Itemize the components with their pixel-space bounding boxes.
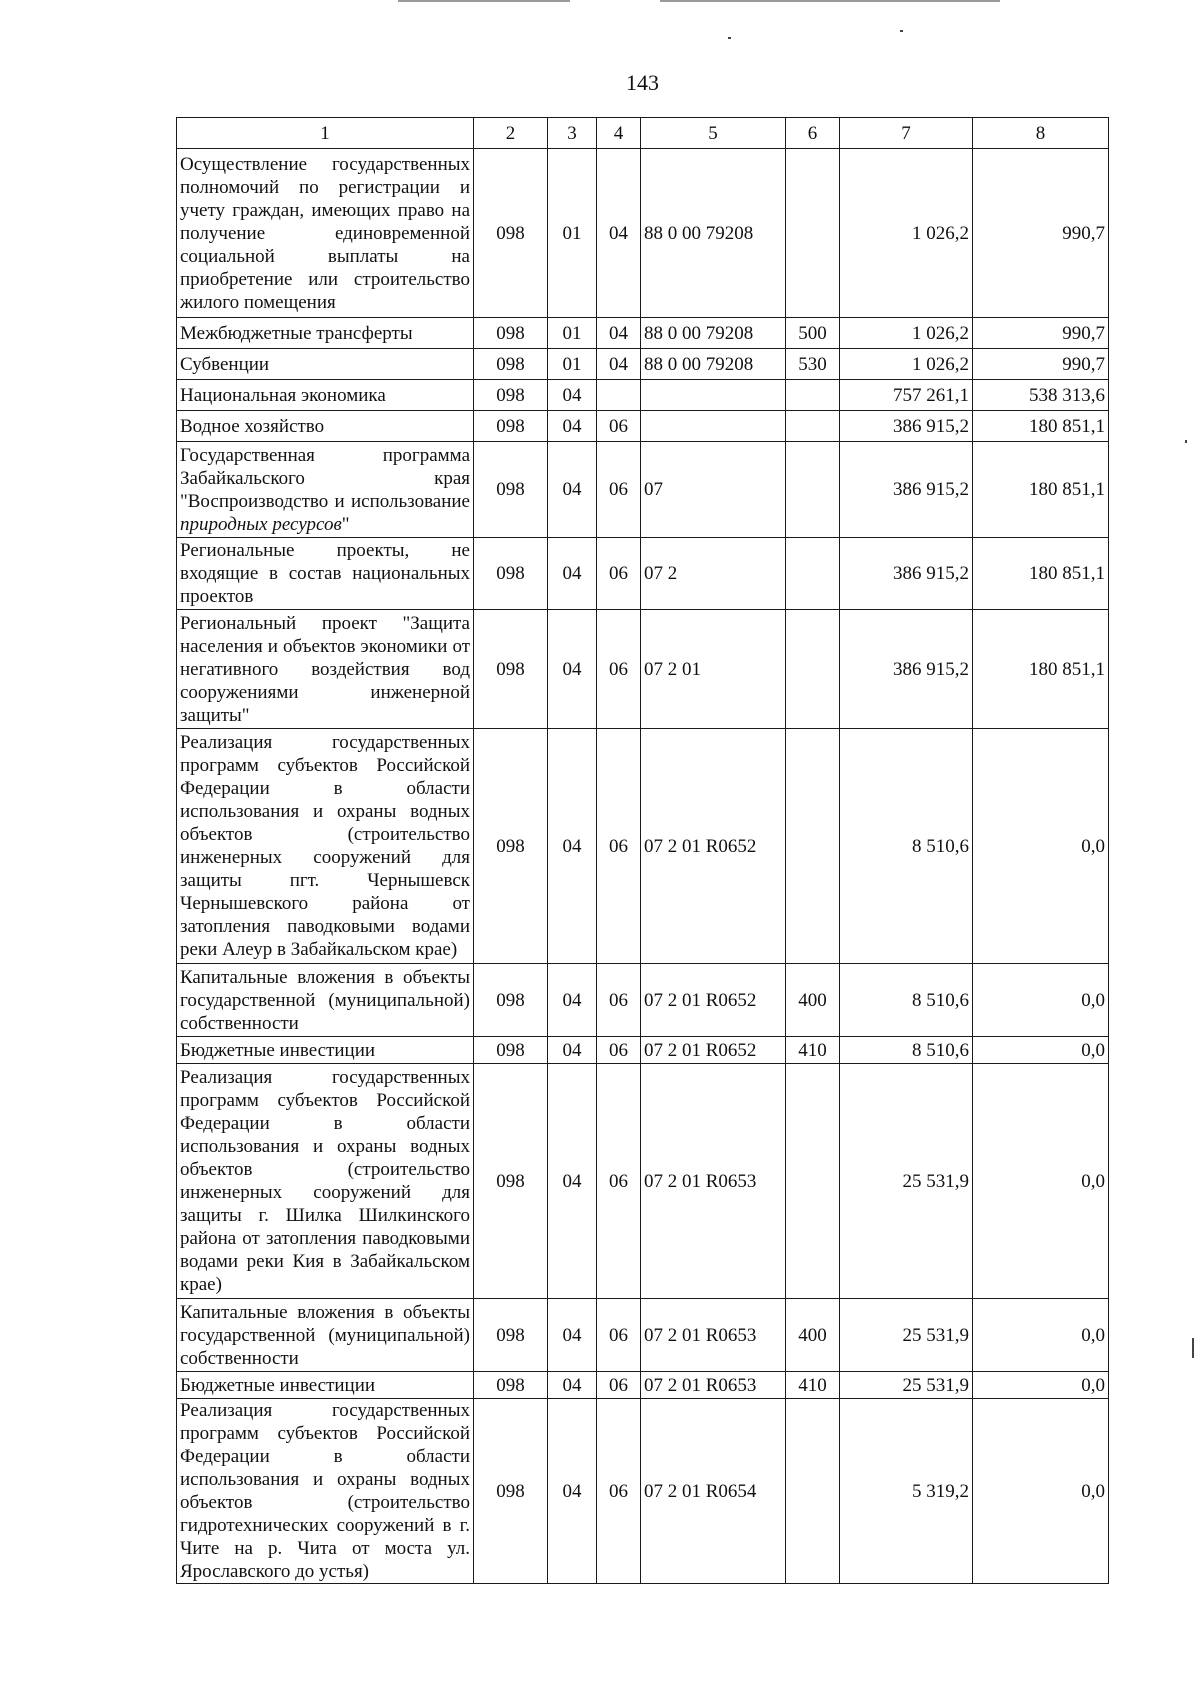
amount-col8: 0,0 [973, 1399, 1109, 1584]
target-article-code: 07 2 01 [641, 610, 786, 729]
column-header: 7 [840, 118, 973, 149]
target-article-code: 88 0 00 79208 [641, 149, 786, 318]
target-article-code: 07 2 [641, 538, 786, 610]
dept-code: 098 [474, 1064, 548, 1299]
expense-type-code [786, 380, 840, 411]
expense-type-code [786, 538, 840, 610]
amount-col8: 990,7 [973, 318, 1109, 349]
amount-col8: 180 851,1 [973, 442, 1109, 538]
amount-col8: 0,0 [973, 1037, 1109, 1064]
table-row [177, 1037, 1109, 1064]
dept-code: 098 [474, 729, 548, 964]
target-article-code: 07 2 01 R0652 [641, 1037, 786, 1064]
dept-code: 098 [474, 1399, 548, 1584]
amount-col7: 757 261,1 [840, 380, 973, 411]
target-article-code [641, 411, 786, 442]
subsection-code [597, 380, 641, 411]
amount-col8: 990,7 [973, 349, 1109, 380]
table-row [177, 1064, 1109, 1299]
column-header: 3 [548, 118, 597, 149]
subsection-code: 04 [597, 149, 641, 318]
target-article-code: 88 0 00 79208 [641, 318, 786, 349]
table-header-row [177, 118, 1109, 149]
expense-type-code: 400 [786, 964, 840, 1037]
column-header: 5 [641, 118, 786, 149]
row-name: Капитальные вложения в объекты государственной (муниципальной) собственности [177, 1299, 474, 1372]
scan-artifact-speck [900, 30, 903, 32]
expense-type-code [786, 411, 840, 442]
budget-table [176, 117, 1109, 1584]
table-row [177, 729, 1109, 964]
section-code: 01 [548, 318, 597, 349]
expense-type-code [786, 1399, 840, 1584]
section-code: 04 [548, 1299, 597, 1372]
subsection-code: 06 [597, 610, 641, 729]
expense-type-code: 400 [786, 1299, 840, 1372]
section-code: 04 [548, 442, 597, 538]
page-number: 143 [626, 70, 659, 95]
amount-col8: 0,0 [973, 729, 1109, 964]
subsection-code: 06 [597, 442, 641, 538]
dept-code: 098 [474, 1372, 548, 1399]
target-article-code: 07 2 01 R0653 [641, 1299, 786, 1372]
table-row [177, 149, 1109, 318]
target-article-code: 07 2 01 R0652 [641, 729, 786, 964]
amount-col7: 25 531,9 [840, 1299, 973, 1372]
expense-type-code [786, 1064, 840, 1299]
row-name-text: Государственная программа Забайкальского края "Воспроизводство и использование [180, 444, 470, 512]
amount-col7: 8 510,6 [840, 1037, 973, 1064]
amount-col7: 25 531,9 [840, 1372, 973, 1399]
section-code: 04 [548, 538, 597, 610]
table-row [177, 964, 1109, 1037]
expense-type-code [786, 729, 840, 964]
expense-type-code [786, 442, 840, 538]
target-article-code: 88 0 00 79208 [641, 349, 786, 380]
dept-code: 098 [474, 442, 548, 538]
expense-type-code: 500 [786, 318, 840, 349]
section-code: 01 [548, 149, 597, 318]
amount-col8: 180 851,1 [973, 610, 1109, 729]
amount-col8: 0,0 [973, 1299, 1109, 1372]
subsection-code: 06 [597, 1372, 641, 1399]
column-header: 8 [973, 118, 1109, 149]
amount-col8: 180 851,1 [973, 411, 1109, 442]
scan-artifact-speck [1185, 440, 1187, 443]
table-row [177, 380, 1109, 411]
row-name-quote: " [341, 513, 350, 535]
amount-col7: 386 915,2 [840, 411, 973, 442]
amount-col7: 8 510,6 [840, 729, 973, 964]
table-row [177, 411, 1109, 442]
expense-type-code: 410 [786, 1037, 840, 1064]
section-code: 04 [548, 1037, 597, 1064]
amount-col7: 386 915,2 [840, 538, 973, 610]
row-name: Реализация государственных программ субъектов Российской Федерации в области использования и охраны водных объектов (строительство инженерных сооружений для защиты г. Шилка Шилкинского района от затопления паводковыми водами реки Кия в Забайкальском крае) [177, 1064, 474, 1299]
row-name: Региональный проект "Защита населения и объектов экономики от негативного воздействия вод сооружениями инженерной защиты" [177, 610, 474, 729]
table-row [177, 349, 1109, 380]
dept-code: 098 [474, 1037, 548, 1064]
target-article-code [641, 380, 786, 411]
dept-code: 098 [474, 149, 548, 318]
dept-code: 098 [474, 610, 548, 729]
row-name: Реализация государственных программ субъектов Российской Федерации в области использования и охраны водных объектов (строительство гидротехнических сооружений в г. Чите на р. Чита от моста ул. Ярославского до устья) [177, 1399, 474, 1584]
row-name-italic: природных ресурсов [180, 513, 342, 535]
section-code: 04 [548, 411, 597, 442]
section-code: 01 [548, 349, 597, 380]
table-row [177, 1399, 1109, 1584]
amount-col8: 538 313,6 [973, 380, 1109, 411]
scan-artifact-speck [728, 37, 731, 39]
section-code: 04 [548, 610, 597, 729]
column-header: 4 [597, 118, 641, 149]
dept-code: 098 [474, 538, 548, 610]
column-header: 6 [786, 118, 840, 149]
dept-code: 098 [474, 411, 548, 442]
target-article-code: 07 [641, 442, 786, 538]
expense-type-code: 530 [786, 349, 840, 380]
amount-col7: 1 026,2 [840, 318, 973, 349]
amount-col8: 0,0 [973, 964, 1109, 1037]
amount-col7: 1 026,2 [840, 149, 973, 318]
section-code: 04 [548, 729, 597, 964]
amount-col8: 0,0 [973, 1372, 1109, 1399]
row-name: Национальная экономика [177, 380, 474, 411]
amount-col7: 8 510,6 [840, 964, 973, 1037]
expense-type-code [786, 610, 840, 729]
expense-type-code [786, 149, 840, 318]
table-row [177, 1299, 1109, 1372]
subsection-code: 06 [597, 1037, 641, 1064]
dept-code: 098 [474, 349, 548, 380]
column-header: 2 [474, 118, 548, 149]
row-name: Бюджетные инвестиции [177, 1372, 474, 1399]
amount-col7: 386 915,2 [840, 442, 973, 538]
subsection-code: 04 [597, 318, 641, 349]
dept-code: 098 [474, 380, 548, 411]
subsection-code: 04 [597, 349, 641, 380]
target-article-code: 07 2 01 R0654 [641, 1399, 786, 1584]
target-article-code: 07 2 01 R0653 [641, 1064, 786, 1299]
amount-col8: 180 851,1 [973, 538, 1109, 610]
subsection-code: 06 [597, 1299, 641, 1372]
amount-col7: 386 915,2 [840, 610, 973, 729]
amount-col8: 0,0 [973, 1064, 1109, 1299]
row-name: Осуществление государственных полномочий по регистрации и учету граждан, имеющих право на получение единовременной социальной выплаты на приобретение или строительство жилого помещения [177, 149, 474, 318]
amount-col7: 1 026,2 [840, 349, 973, 380]
target-article-code: 07 2 01 R0653 [641, 1372, 786, 1399]
scan-artifact-line [398, 0, 570, 2]
column-header: 1 [177, 118, 474, 149]
table-row [177, 538, 1109, 610]
section-code: 04 [548, 1064, 597, 1299]
row-name: Водное хозяйство [177, 411, 474, 442]
dept-code: 098 [474, 964, 548, 1037]
row-name: Бюджетные инвестиции [177, 1037, 474, 1064]
row-name: Субвенции [177, 349, 474, 380]
subsection-code: 06 [597, 1399, 641, 1584]
section-code: 04 [548, 1399, 597, 1584]
row-name: Региональные проекты, не входящие в состав национальных проектов [177, 538, 474, 610]
table-row [177, 1372, 1109, 1399]
table-row [177, 318, 1109, 349]
section-code: 04 [548, 1372, 597, 1399]
subsection-code: 06 [597, 729, 641, 964]
row-name: Реализация государственных программ субъектов Российской Федерации в области использования и охраны водных объектов (строительство инженерных сооружений для защиты пгт. Чернышевск Чернышевского района от затопления паводковыми водами реки Алеур в Забайкальском крае) [177, 729, 474, 964]
row-name [177, 442, 474, 538]
subsection-code: 06 [597, 964, 641, 1037]
dept-code: 098 [474, 318, 548, 349]
expense-type-code: 410 [786, 1372, 840, 1399]
subsection-code: 06 [597, 1064, 641, 1299]
dept-code: 098 [474, 1299, 548, 1372]
scan-artifact-speck [1192, 1338, 1194, 1358]
section-code: 04 [548, 380, 597, 411]
target-article-code: 07 2 01 R0652 [641, 964, 786, 1037]
scan-artifact-line [660, 0, 1000, 2]
amount-col8: 990,7 [973, 149, 1109, 318]
row-name: Межбюджетные трансферты [177, 318, 474, 349]
table-row [177, 610, 1109, 729]
table-row [177, 442, 1109, 538]
subsection-code: 06 [597, 538, 641, 610]
amount-col7: 5 319,2 [840, 1399, 973, 1584]
amount-col7: 25 531,9 [840, 1064, 973, 1299]
subsection-code: 06 [597, 411, 641, 442]
section-code: 04 [548, 964, 597, 1037]
row-name: Капитальные вложения в объекты государственной (муниципальной) собственности [177, 964, 474, 1037]
